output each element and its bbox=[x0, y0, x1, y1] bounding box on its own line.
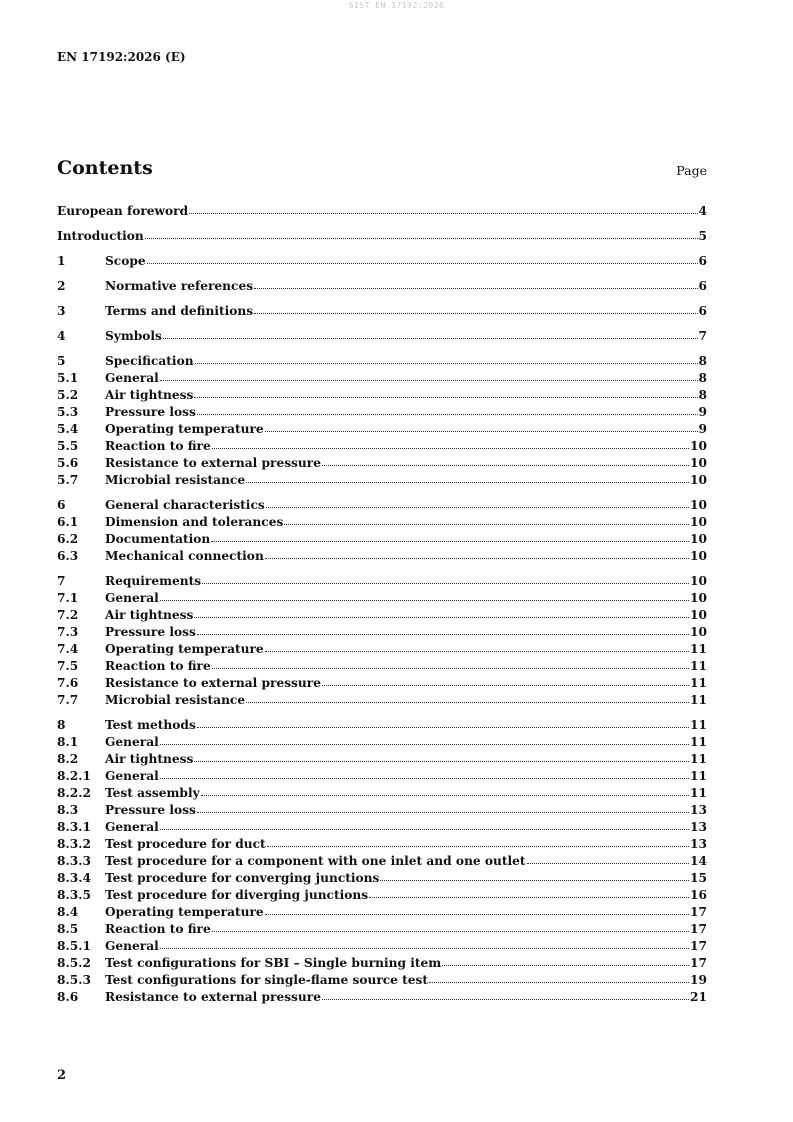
toc-group bbox=[57, 326, 707, 343]
toc-entry[interactable] bbox=[57, 783, 707, 800]
toc-entry[interactable] bbox=[57, 749, 707, 766]
toc-dot-leader bbox=[160, 600, 689, 601]
toc-entry-title: Specification bbox=[105, 354, 194, 368]
toc-entry-title: General bbox=[105, 939, 159, 953]
toc-entry[interactable] bbox=[57, 851, 707, 868]
toc-entry[interactable] bbox=[57, 529, 707, 546]
toc-entry-page: 17 bbox=[690, 956, 707, 970]
toc-entry-title: Air tightness bbox=[105, 608, 194, 622]
toc-entry-number: 8.3.5 bbox=[57, 888, 91, 902]
toc-entry-number: 7.1 bbox=[57, 591, 79, 605]
toc-entry-number: 5.1 bbox=[57, 371, 79, 385]
toc-dot-leader bbox=[246, 482, 689, 483]
toc-entry-number: 5.5 bbox=[57, 439, 79, 453]
toc-entry-title: General bbox=[105, 371, 159, 385]
toc-entry-title: Operating temperature bbox=[105, 905, 264, 919]
toc-dot-leader bbox=[429, 982, 689, 983]
toc-entry[interactable] bbox=[57, 766, 707, 783]
toc-entry-title: Normative references bbox=[105, 279, 254, 293]
toc-dot-leader bbox=[267, 846, 689, 847]
toc-group bbox=[57, 251, 707, 268]
toc-entry-page: 11 bbox=[690, 659, 707, 673]
toc-entry[interactable] bbox=[57, 453, 707, 470]
toc-entry-page: 11 bbox=[690, 752, 707, 766]
toc-entry-title: Reaction to fire bbox=[105, 659, 211, 673]
toc-entry-page: 10 bbox=[690, 439, 707, 453]
toc-dot-leader bbox=[194, 617, 689, 618]
toc-dot-leader bbox=[527, 863, 689, 864]
toc-entry-number: 8.3.4 bbox=[57, 871, 91, 885]
toc-entry-title: Terms and definitions bbox=[105, 304, 254, 318]
toc-entry-page: 15 bbox=[690, 871, 707, 885]
toc-entry-title: Air tightness bbox=[105, 752, 194, 766]
toc-dot-leader bbox=[197, 634, 689, 635]
toc-entry-number: 5 bbox=[57, 354, 66, 368]
toc-entry-title: Air tightness bbox=[105, 388, 194, 402]
toc-entry-title: Test procedure for duct bbox=[105, 837, 266, 851]
toc-group bbox=[57, 301, 707, 318]
toc-entry[interactable] bbox=[57, 673, 707, 690]
toc-dot-leader bbox=[201, 795, 689, 796]
toc-entry-number: 8.3.1 bbox=[57, 820, 91, 834]
toc-entry[interactable] bbox=[57, 436, 707, 453]
toc-entry-page: 8 bbox=[698, 354, 707, 368]
toc-entry-number: 8.6 bbox=[57, 990, 79, 1004]
toc-entry-page: 10 bbox=[690, 473, 707, 487]
toc-entry-title: Introduction bbox=[57, 229, 144, 243]
toc-dot-leader bbox=[189, 213, 697, 214]
toc-entry-page: 13 bbox=[690, 820, 707, 834]
toc-dot-leader bbox=[160, 380, 698, 381]
toc-dot-leader bbox=[160, 778, 689, 779]
toc-dot-leader bbox=[195, 363, 698, 364]
table-of-contents bbox=[57, 201, 707, 1012]
toc-entry-number: 8.1 bbox=[57, 735, 79, 749]
toc-dot-leader bbox=[212, 668, 689, 669]
toc-entry-page: 6 bbox=[698, 254, 707, 268]
toc-entry-title: Resistance to external pressure bbox=[105, 456, 321, 470]
toc-entry-number: 4 bbox=[57, 329, 66, 343]
toc-entry-title: Test procedure for a component with one inlet and one outlet bbox=[105, 854, 526, 868]
toc-dot-leader bbox=[212, 931, 689, 932]
toc-entry-title: Pressure loss bbox=[105, 405, 196, 419]
toc-entry[interactable] bbox=[57, 919, 707, 936]
toc-entry[interactable] bbox=[57, 201, 707, 218]
toc-entry-page: 17 bbox=[690, 939, 707, 953]
toc-entry-page: 10 bbox=[690, 498, 707, 512]
toc-entry-page: 10 bbox=[690, 625, 707, 639]
toc-entry-number: 8.3.2 bbox=[57, 837, 91, 851]
document-id: EN 17192:2026 (E) bbox=[57, 50, 186, 64]
toc-entry-page: 6 bbox=[698, 279, 707, 293]
toc-entry-title: Pressure loss bbox=[105, 803, 196, 817]
toc-entry[interactable] bbox=[57, 301, 707, 318]
toc-entry-number: 7.6 bbox=[57, 676, 79, 690]
toc-entry-number: 6.1 bbox=[57, 515, 79, 529]
toc-entry[interactable] bbox=[57, 251, 707, 268]
toc-entry-title: Reaction to fire bbox=[105, 922, 211, 936]
toc-entry-number: 8.5 bbox=[57, 922, 79, 936]
toc-entry[interactable] bbox=[57, 817, 707, 834]
toc-entry-page: 13 bbox=[690, 803, 707, 817]
toc-entry-page: 8 bbox=[698, 371, 707, 385]
toc-dot-leader bbox=[322, 999, 689, 1000]
toc-entry[interactable] bbox=[57, 987, 707, 1004]
toc-dot-leader bbox=[254, 288, 697, 289]
toc-dot-leader bbox=[265, 558, 689, 559]
toc-entry[interactable] bbox=[57, 885, 707, 902]
toc-entry-page: 14 bbox=[690, 854, 707, 868]
toc-entry-number: 3 bbox=[57, 304, 66, 318]
toc-dot-leader bbox=[265, 914, 689, 915]
toc-entry[interactable] bbox=[57, 690, 707, 707]
toc-entry-page: 7 bbox=[698, 329, 707, 343]
toc-entry[interactable] bbox=[57, 970, 707, 987]
toc-entry-number: 8.5.3 bbox=[57, 973, 91, 987]
toc-dot-leader bbox=[442, 965, 689, 966]
toc-entry[interactable] bbox=[57, 512, 707, 529]
toc-dot-leader bbox=[163, 338, 698, 339]
toc-entry-number: 7 bbox=[57, 574, 66, 588]
toc-entry-page: 8 bbox=[698, 388, 707, 402]
toc-entry-page: 13 bbox=[690, 837, 707, 851]
toc-entry-page: 10 bbox=[690, 608, 707, 622]
toc-entry-title: Documentation bbox=[105, 532, 211, 546]
toc-entry-number: 7.3 bbox=[57, 625, 79, 639]
toc-entry[interactable] bbox=[57, 571, 707, 588]
toc-entry-title: General bbox=[105, 735, 159, 749]
toc-entry-title: General bbox=[105, 820, 159, 834]
toc-entry-page: 11 bbox=[690, 786, 707, 800]
toc-entry-number: 5.6 bbox=[57, 456, 79, 470]
toc-entry-page: 10 bbox=[690, 574, 707, 588]
toc-entry[interactable] bbox=[57, 868, 707, 885]
toc-dot-leader bbox=[160, 829, 689, 830]
toc-entry-number: 8 bbox=[57, 718, 66, 732]
toc-entry-title: Operating temperature bbox=[105, 642, 264, 656]
toc-dot-leader bbox=[265, 651, 689, 652]
toc-entry-number: 8.3 bbox=[57, 803, 79, 817]
toc-entry-page: 10 bbox=[690, 456, 707, 470]
toc-dot-leader bbox=[266, 507, 689, 508]
toc-dot-leader bbox=[197, 812, 689, 813]
toc-entry-title: Test configurations for single-flame source test bbox=[105, 973, 429, 987]
toc-entry-number: 8.2.2 bbox=[57, 786, 91, 800]
toc-dot-leader bbox=[265, 431, 698, 432]
watermark-text: SIST EN 17192:2026 bbox=[348, 1, 445, 10]
toc-dot-leader bbox=[194, 761, 689, 762]
toc-entry-title: Test procedure for converging junctions bbox=[105, 871, 380, 885]
toc-dot-leader bbox=[369, 897, 689, 898]
toc-entry[interactable] bbox=[57, 953, 707, 970]
toc-entry-page: 10 bbox=[690, 549, 707, 563]
toc-entry[interactable] bbox=[57, 546, 707, 563]
toc-group bbox=[57, 715, 707, 1004]
toc-entry-page: 16 bbox=[690, 888, 707, 902]
toc-entry-title: Microbial resistance bbox=[105, 693, 246, 707]
toc-entry[interactable] bbox=[57, 226, 707, 243]
toc-entry-number: 5.4 bbox=[57, 422, 79, 436]
toc-dot-leader bbox=[254, 313, 697, 314]
toc-entry[interactable] bbox=[57, 622, 707, 639]
toc-entry[interactable] bbox=[57, 495, 707, 512]
toc-entry-number: 8.5.1 bbox=[57, 939, 91, 953]
toc-dot-leader bbox=[284, 524, 689, 525]
toc-entry-title: Resistance to external pressure bbox=[105, 990, 321, 1004]
toc-entry-number: 7.4 bbox=[57, 642, 79, 656]
toc-entry-number: 8.5.2 bbox=[57, 956, 91, 970]
toc-entry[interactable] bbox=[57, 834, 707, 851]
toc-dot-leader bbox=[145, 238, 698, 239]
toc-entry-title: Symbols bbox=[105, 329, 162, 343]
toc-entry-title: Test procedure for diverging junctions bbox=[105, 888, 369, 902]
toc-dot-leader bbox=[160, 948, 689, 949]
toc-entry-page: 11 bbox=[690, 718, 707, 732]
toc-entry-number: 2 bbox=[57, 279, 66, 293]
toc-entry-number: 8.3.3 bbox=[57, 854, 91, 868]
toc-entry-title: Test configurations for SBI – Single burning item bbox=[105, 956, 442, 970]
toc-entry-page: 11 bbox=[690, 735, 707, 749]
toc-dot-leader bbox=[197, 414, 698, 415]
toc-dot-leader bbox=[246, 702, 689, 703]
toc-entry-page: 4 bbox=[698, 204, 707, 218]
toc-entry-number: 5.3 bbox=[57, 405, 79, 419]
toc-entry[interactable] bbox=[57, 402, 707, 419]
toc-entry-page: 10 bbox=[690, 515, 707, 529]
toc-entry-title: Pressure loss bbox=[105, 625, 196, 639]
toc-group bbox=[57, 226, 707, 243]
toc-entry-number: 8.2.1 bbox=[57, 769, 91, 783]
toc-dot-leader bbox=[202, 583, 689, 584]
toc-entry-page: 10 bbox=[690, 532, 707, 546]
toc-entry-title: Resistance to external pressure bbox=[105, 676, 321, 690]
toc-entry-number: 1 bbox=[57, 254, 66, 268]
toc-entry-number: 7.2 bbox=[57, 608, 79, 622]
toc-entry-page: 17 bbox=[690, 922, 707, 936]
toc-entry[interactable] bbox=[57, 656, 707, 673]
toc-entry-title: Microbial resistance bbox=[105, 473, 246, 487]
toc-dot-leader bbox=[212, 448, 689, 449]
toc-entry-number: 8.2 bbox=[57, 752, 79, 766]
toc-group bbox=[57, 351, 707, 487]
toc-dot-leader bbox=[211, 541, 689, 542]
toc-entry-title: Test methods bbox=[105, 718, 196, 732]
toc-entry-page: 21 bbox=[690, 990, 707, 1004]
toc-entry-page: 11 bbox=[690, 693, 707, 707]
toc-entry[interactable] bbox=[57, 351, 707, 368]
toc-dot-leader bbox=[380, 880, 689, 881]
toc-entry-title: Reaction to fire bbox=[105, 439, 211, 453]
toc-entry-page: 5 bbox=[698, 229, 707, 243]
toc-dot-leader bbox=[322, 685, 689, 686]
toc-entry-page: 11 bbox=[690, 676, 707, 690]
toc-entry-page: 10 bbox=[690, 591, 707, 605]
page-column-label: Page bbox=[676, 163, 707, 178]
toc-entry[interactable] bbox=[57, 588, 707, 605]
toc-entry[interactable] bbox=[57, 276, 707, 293]
toc-entry[interactable] bbox=[57, 326, 707, 343]
toc-entry[interactable] bbox=[57, 605, 707, 622]
toc-entry-page: 6 bbox=[698, 304, 707, 318]
toc-entry-title: Operating temperature bbox=[105, 422, 264, 436]
toc-entry-title: General bbox=[105, 591, 159, 605]
toc-dot-leader bbox=[147, 263, 698, 264]
toc-entry[interactable] bbox=[57, 936, 707, 953]
toc-entry-page: 11 bbox=[690, 642, 707, 656]
toc-dot-leader bbox=[194, 397, 697, 398]
toc-entry-title: Test assembly bbox=[105, 786, 200, 800]
toc-group bbox=[57, 276, 707, 293]
toc-entry-number: 5.7 bbox=[57, 473, 79, 487]
toc-group bbox=[57, 571, 707, 707]
toc-entry-page: 11 bbox=[690, 769, 707, 783]
toc-dot-leader bbox=[160, 744, 689, 745]
toc-entry-number: 8.4 bbox=[57, 905, 79, 919]
contents-heading: Contents bbox=[57, 157, 153, 179]
toc-entry[interactable] bbox=[57, 368, 707, 385]
toc-entry-number: 7.5 bbox=[57, 659, 79, 673]
toc-entry-number: 6.3 bbox=[57, 549, 79, 563]
toc-entry[interactable] bbox=[57, 385, 707, 402]
toc-entry-number: 5.2 bbox=[57, 388, 79, 402]
toc-entry[interactable] bbox=[57, 470, 707, 487]
toc-entry[interactable] bbox=[57, 800, 707, 817]
toc-entry-title: Dimension and tolerances bbox=[105, 515, 284, 529]
toc-entry-page: 9 bbox=[698, 405, 707, 419]
toc-entry-page: 19 bbox=[690, 973, 707, 987]
toc-dot-leader bbox=[322, 465, 689, 466]
toc-group bbox=[57, 495, 707, 563]
toc-entry[interactable] bbox=[57, 902, 707, 919]
toc-entry-title: Scope bbox=[105, 254, 146, 268]
toc-group bbox=[57, 201, 707, 218]
toc-entry-page: 9 bbox=[698, 422, 707, 436]
toc-entry[interactable] bbox=[57, 715, 707, 732]
toc-entry-title: Requirements bbox=[105, 574, 202, 588]
toc-dot-leader bbox=[197, 727, 689, 728]
toc-entry-number: 7.7 bbox=[57, 693, 79, 707]
page-number: 2 bbox=[57, 1068, 67, 1083]
toc-entry[interactable] bbox=[57, 639, 707, 656]
toc-entry-number: 6 bbox=[57, 498, 66, 512]
toc-entry-title: European foreword bbox=[57, 204, 189, 218]
toc-entry-title: General characteristics bbox=[105, 498, 265, 512]
toc-entry-number: 6.2 bbox=[57, 532, 79, 546]
toc-entry-title: Mechanical connection bbox=[105, 549, 264, 563]
toc-entry-page: 17 bbox=[690, 905, 707, 919]
toc-entry[interactable] bbox=[57, 732, 707, 749]
toc-entry[interactable] bbox=[57, 419, 707, 436]
toc-entry-title: General bbox=[105, 769, 159, 783]
